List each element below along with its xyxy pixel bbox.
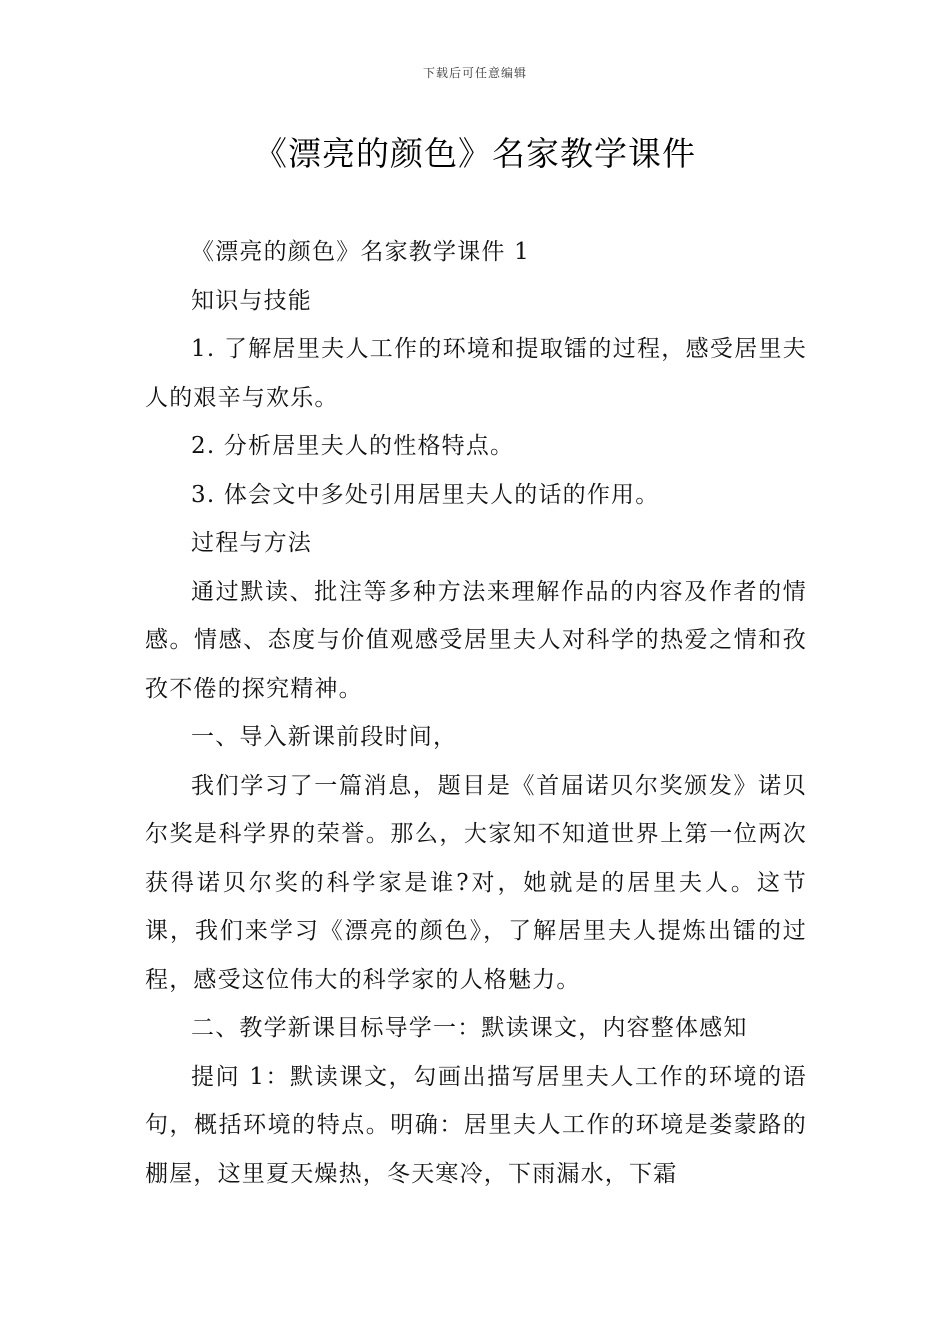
- document-body: [145, 228, 807, 1198]
- question-paragraph: 提问 1：默读课文，勾画出描写居里夫人工作的环境的语句，概括环境的特点。明确：居里夫人工作的环境是娄蒙路的棚屋，这里夏天燥热，冬天寒冷，下雨漏水，下霜: [145, 1063, 807, 1187]
- section-heading-knowledge: 知识与技能: [191, 287, 312, 314]
- section-heading-teaching: 二、教学新课目标导学一：默读课文，内容整体感知: [191, 1015, 748, 1041]
- section-heading-process: 过程与方法: [191, 530, 312, 556]
- intro-paragraph: 我们学习了一篇消息，题目是《首届诺贝尔奖颁发》诺贝尔奖是科学界的荣誉。那么，大家知不知道世界上第一位两次获得诺贝尔奖的科学家是谁?对，她就是的居里夫人。这节课，我们来学习《漂亮的颜色》，了解居里夫人提炼出镭的过程，感受这位伟大的科学家的人格魅力。: [145, 772, 807, 993]
- objective-item-1: 1. 了解居里夫人工作的环境和提取镭的过程，感受居里夫人的艰辛与欢乐。: [145, 336, 807, 411]
- header-note: 下载后可任意编辑: [422, 66, 527, 80]
- objective-item-2: 2. 分析居里夫人的性格特点。: [191, 433, 515, 459]
- objective-item-3: 3. 体会文中多处引用居里夫人的话的作用。: [191, 481, 660, 508]
- section-heading-intro: 一、导入新课前段时间，: [191, 724, 458, 750]
- process-paragraph: 通过默读、批注等多种方法来理解作品的内容及作者的情感。情感、态度与价值观感受居里夫人对科学的热爱之情和孜孜不倦的探究精神。: [145, 578, 807, 702]
- document-title: 《漂亮的颜色》名家教学课件: [254, 134, 696, 173]
- subtitle-paragraph: 《漂亮的颜色》名家教学课件 1: [191, 239, 530, 265]
